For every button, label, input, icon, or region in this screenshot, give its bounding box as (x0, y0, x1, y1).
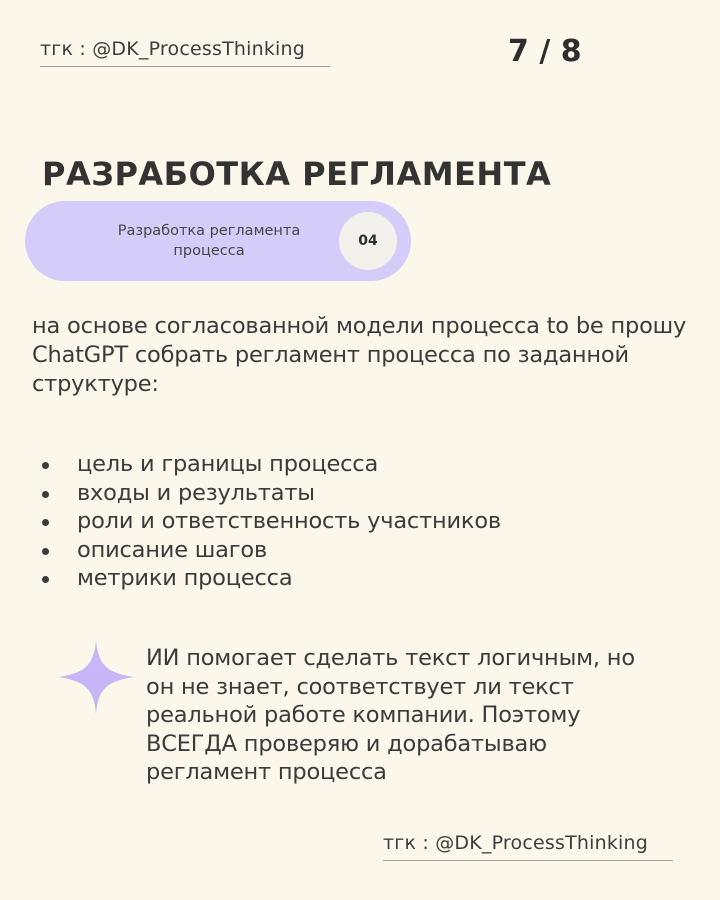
bullet-dot (42, 462, 49, 469)
step-pill-label: Разработка регламента процесса (117, 223, 301, 259)
step-pill (25, 201, 411, 281)
list-item (38, 536, 501, 565)
bullet-dot (42, 519, 49, 526)
bullet-dot (42, 491, 49, 498)
list-item (38, 479, 501, 508)
list-item (38, 507, 501, 536)
list-item-text: описание шагов (77, 536, 268, 563)
bullet-list (38, 450, 501, 593)
channel-handle-bottom: тгк : @DK_ProcessThinking (383, 832, 673, 861)
list-item-text: цель и границы процесса (77, 451, 379, 477)
list-item-text: входы и результаты (77, 479, 315, 506)
page-title: РАЗРАБОТКА РЕГЛАМЕНТА (42, 155, 552, 193)
page-counter: 7 / 8 (508, 34, 582, 69)
list-item-text: роли и ответственность участников (77, 508, 501, 534)
list-item-text: метрики процесса (77, 565, 293, 591)
step-number: 04 (358, 233, 378, 249)
intro-text: на основе согласованной модели процесса to be прошу ChatGPT собрать регламент процесса по заданной структуре: (32, 313, 687, 397)
step-number-badge (339, 212, 397, 270)
sparkle-icon (58, 640, 134, 714)
list-item (38, 564, 501, 593)
channel-handle-top: тгк : @DK_ProcessThinking (40, 38, 330, 67)
bullet-dot (42, 576, 49, 583)
note-text: ИИ помогает сделать текст логичным, но он не знает, соответствует ли текст реальной работе компании. Поэтому ВСЕГДА проверяю и дорабатываю регламент процесса (146, 645, 635, 785)
list-item (38, 450, 501, 479)
bullet-dot (42, 548, 49, 555)
